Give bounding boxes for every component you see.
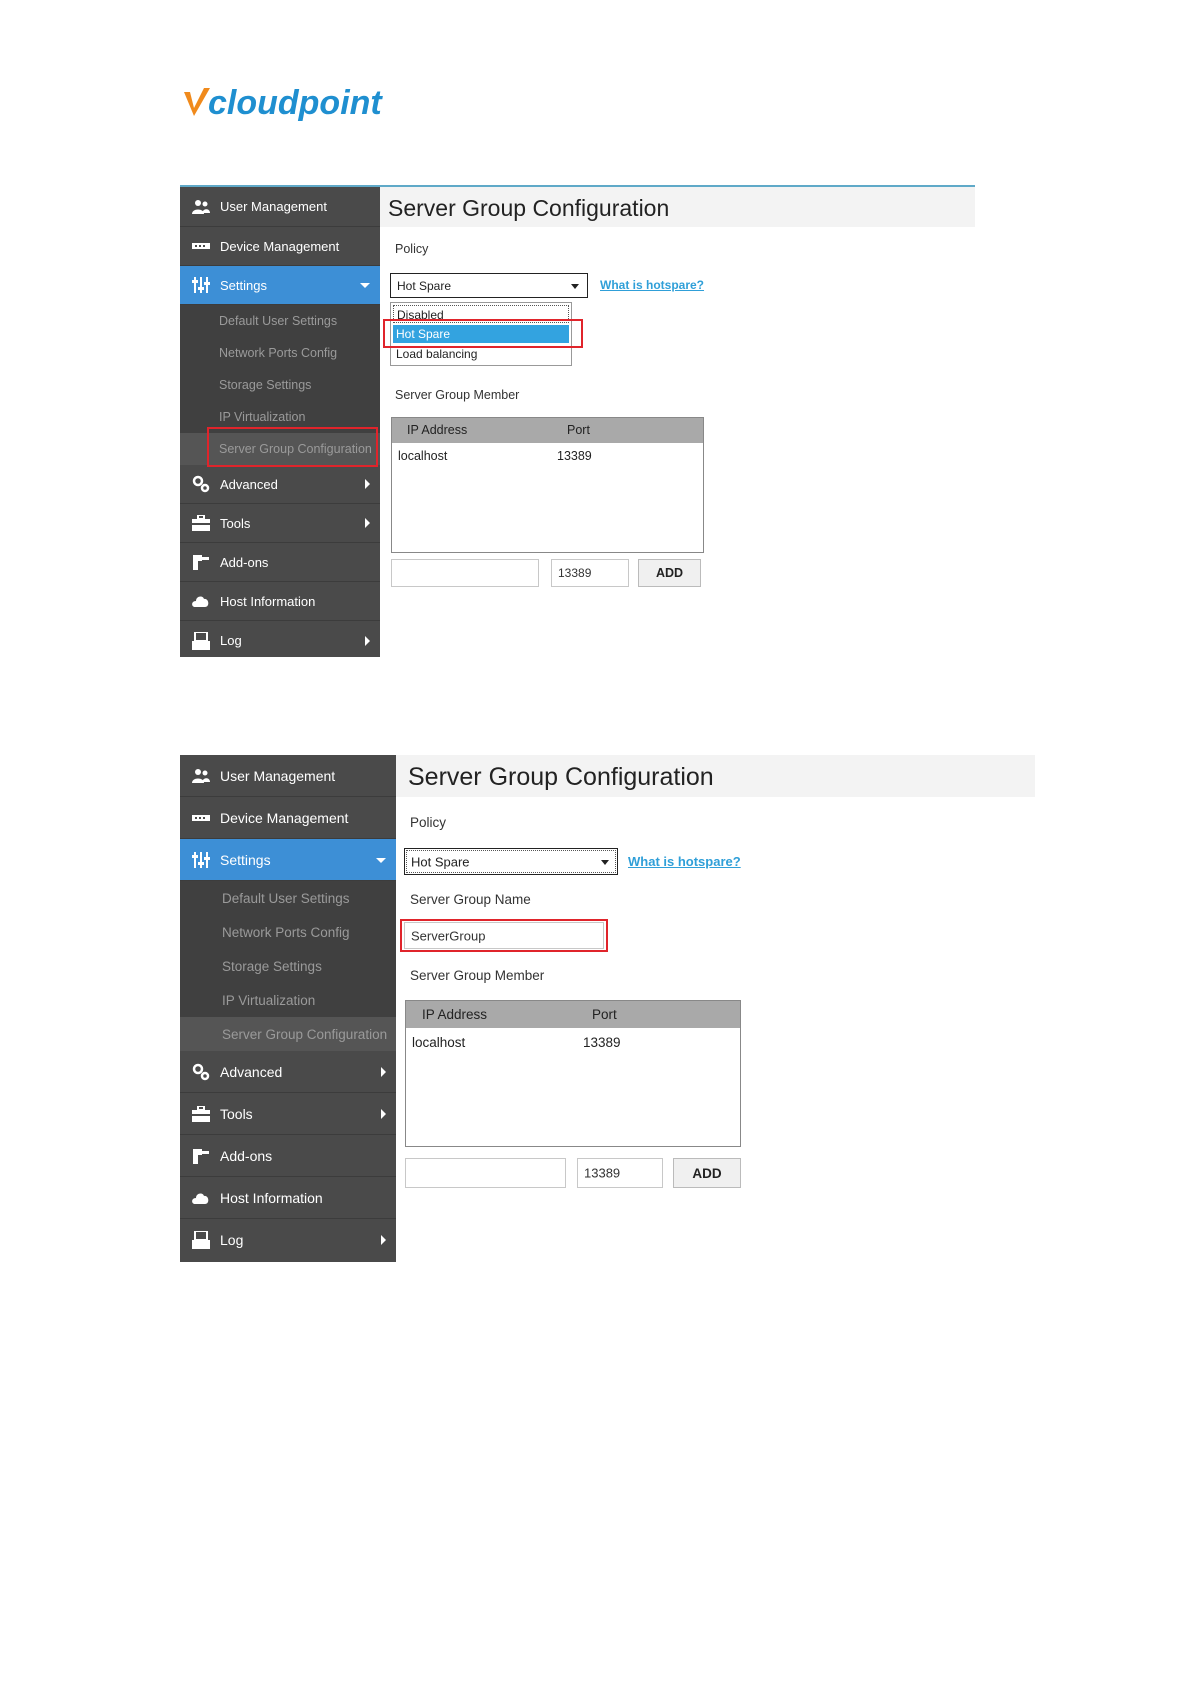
- sidebar-item-add-ons[interactable]: [180, 1135, 396, 1177]
- gears-icon: [190, 1061, 212, 1083]
- chevron-right-icon: [365, 479, 370, 489]
- sidebar-label: User Management: [220, 199, 327, 214]
- sidebar-item-settings[interactable]: [180, 266, 380, 305]
- policy-select-value: Hot Spare: [397, 278, 452, 293]
- sidebar-label: Device Management: [220, 238, 340, 254]
- submenu-storage-settings[interactable]: [180, 949, 396, 983]
- what-is-hotspare-link[interactable]: What is hotspare?: [628, 854, 741, 869]
- dropdown-arrow-icon: [571, 284, 579, 289]
- logo-graphic: [180, 80, 440, 130]
- sidebar-item-log[interactable]: [180, 621, 380, 660]
- submenu-label: Network Ports Config: [219, 346, 338, 360]
- submenu-default-user-settings[interactable]: [180, 305, 380, 337]
- highlight-server-group-config: [207, 427, 378, 467]
- log-printer-icon: [190, 630, 212, 652]
- cloud-icon: [190, 590, 212, 612]
- policy-select-value: Hot Spare: [411, 854, 470, 869]
- gears-icon: [190, 473, 212, 495]
- port-input[interactable]: [551, 559, 629, 587]
- page-title: Server Group Configuration: [408, 763, 714, 791]
- sidebar-label: User Management: [220, 767, 336, 784]
- sidebar-item-advanced[interactable]: [180, 465, 380, 504]
- sidebar-item-add-ons[interactable]: [180, 543, 380, 582]
- port-input-value: 13389: [558, 566, 592, 580]
- sidebar-item-device-management[interactable]: [180, 797, 396, 839]
- submenu-label: Network Ports Config: [222, 924, 350, 940]
- settings-sliders-icon: [190, 849, 212, 871]
- toolbox-icon: [190, 512, 212, 534]
- toolbox-icon: [190, 1103, 212, 1125]
- group-name-value: ServerGroup: [411, 928, 486, 943]
- sidebar-item-settings[interactable]: [180, 839, 396, 881]
- sidebar-label: Advanced: [220, 1063, 283, 1080]
- sidebar-label: Tools: [220, 515, 251, 531]
- page-title: Server Group Configuration: [388, 195, 670, 221]
- sidebar-label: Settings: [220, 851, 271, 868]
- highlight-group-name: [400, 919, 608, 952]
- highlight-hot-spare-option: [383, 319, 583, 348]
- puzzle-icon: [190, 551, 212, 573]
- table-header: [392, 418, 703, 443]
- svg-text:cloudpoint: cloudpoint: [208, 84, 382, 122]
- cell-port: 13389: [583, 1035, 621, 1050]
- member-label: Server Group Member: [395, 388, 520, 402]
- sidebar-item-host-information[interactable]: [180, 582, 380, 621]
- submenu-server-group-configuration[interactable]: [180, 1017, 396, 1051]
- chevron-right-icon: [381, 1235, 386, 1245]
- option-disabled[interactable]: Disabled: [393, 305, 569, 323]
- page-header: [396, 755, 1035, 797]
- header-ip-address: IP Address: [422, 1007, 488, 1022]
- chevron-right-icon: [381, 1109, 386, 1119]
- chevron-right-icon: [365, 518, 370, 528]
- sidebar-item-user-management[interactable]: [180, 755, 396, 797]
- vcloudpoint-logo: [180, 80, 440, 130]
- submenu-default-user-settings[interactable]: [180, 881, 396, 915]
- cell-ip: localhost: [398, 449, 448, 463]
- policy-label: Policy: [410, 815, 447, 830]
- chevron-right-icon: [381, 1067, 386, 1077]
- sidebar-label: Device Management: [220, 809, 349, 826]
- sidebar-label: Log: [220, 1232, 244, 1248]
- sidebar-item-tools[interactable]: [180, 504, 380, 543]
- sidebar-item-user-management[interactable]: [180, 187, 380, 227]
- settings-sliders-icon: [190, 274, 212, 296]
- port-input[interactable]: [577, 1158, 663, 1188]
- sidebar-item-advanced[interactable]: [180, 1051, 396, 1093]
- device-icon: [190, 807, 212, 829]
- submenu-label: Server Group Configuration: [222, 1026, 388, 1042]
- what-is-hotspare-link[interactable]: What is hotspare?: [600, 278, 705, 292]
- member-table: [391, 417, 704, 553]
- page-header: [380, 187, 975, 227]
- cloud-icon: [190, 1187, 212, 1209]
- sidebar-label: Settings: [220, 277, 267, 293]
- header-port: Port: [592, 1007, 617, 1022]
- group-name-label: Server Group Name: [410, 892, 531, 907]
- device-icon: [190, 235, 212, 257]
- sidebar: [180, 755, 396, 1262]
- users-icon: [190, 196, 212, 218]
- submenu-label: IP Virtualization: [222, 992, 316, 1008]
- log-printer-icon: [190, 1229, 212, 1251]
- submenu-network-ports-config[interactable]: [180, 915, 396, 949]
- chevron-down-icon: [376, 858, 386, 863]
- submenu-label: Default User Settings: [222, 890, 350, 906]
- submenu-network-ports-config[interactable]: [180, 337, 380, 369]
- add-button[interactable]: ADD: [673, 1158, 741, 1188]
- add-button[interactable]: ADD: [638, 559, 701, 587]
- screenshot-1: [180, 185, 975, 657]
- cell-ip: localhost: [412, 1035, 466, 1050]
- submenu-storage-settings[interactable]: [180, 369, 380, 401]
- sidebar: [180, 187, 380, 657]
- port-input-value: 13389: [584, 1165, 621, 1181]
- puzzle-icon: [190, 1145, 212, 1167]
- header-port: Port: [567, 423, 590, 437]
- header-ip-address: IP Address: [407, 423, 468, 437]
- table-header: [406, 1001, 740, 1028]
- cell-port: 13389: [557, 449, 592, 463]
- chevron-down-icon: [360, 283, 370, 288]
- sidebar-item-device-management[interactable]: [180, 227, 380, 266]
- sidebar-label: Host Information: [220, 593, 316, 609]
- submenu-label: IP Virtualization: [219, 410, 306, 424]
- policy-label: Policy: [395, 242, 429, 256]
- sidebar-label: Advanced: [220, 476, 278, 492]
- policy-select[interactable]: [390, 273, 588, 298]
- submenu-ip-virtualization[interactable]: [180, 983, 396, 1017]
- submenu-label: Storage Settings: [219, 378, 312, 392]
- member-label: Server Group Member: [410, 968, 545, 983]
- users-icon: [190, 765, 212, 787]
- dropdown-arrow-icon: [601, 860, 609, 865]
- submenu-label: Server Group Configuration: [219, 442, 372, 456]
- submenu-label: Default User Settings: [219, 314, 338, 328]
- policy-select[interactable]: [404, 848, 618, 875]
- submenu-label: Storage Settings: [222, 958, 322, 974]
- sidebar-item-host-information[interactable]: [180, 1177, 396, 1219]
- sidebar-item-tools[interactable]: [180, 1093, 396, 1135]
- ip-address-input[interactable]: [405, 1158, 566, 1188]
- sidebar-label: Log: [220, 633, 242, 648]
- chevron-right-icon: [365, 636, 370, 646]
- sidebar-label: Add-ons: [220, 1147, 273, 1164]
- sidebar-label: Tools: [220, 1105, 253, 1122]
- option-load-balancing[interactable]: Load balancing: [396, 347, 478, 361]
- member-table: [405, 1000, 741, 1147]
- option-hot-spare[interactable]: Hot Spare: [393, 325, 569, 343]
- sidebar-label: Add-ons: [220, 554, 269, 570]
- sidebar-label: Host Information: [220, 1189, 323, 1206]
- sidebar-item-log[interactable]: [180, 1219, 396, 1261]
- screenshot-2: [180, 755, 1035, 1262]
- ip-address-input[interactable]: [391, 559, 539, 587]
